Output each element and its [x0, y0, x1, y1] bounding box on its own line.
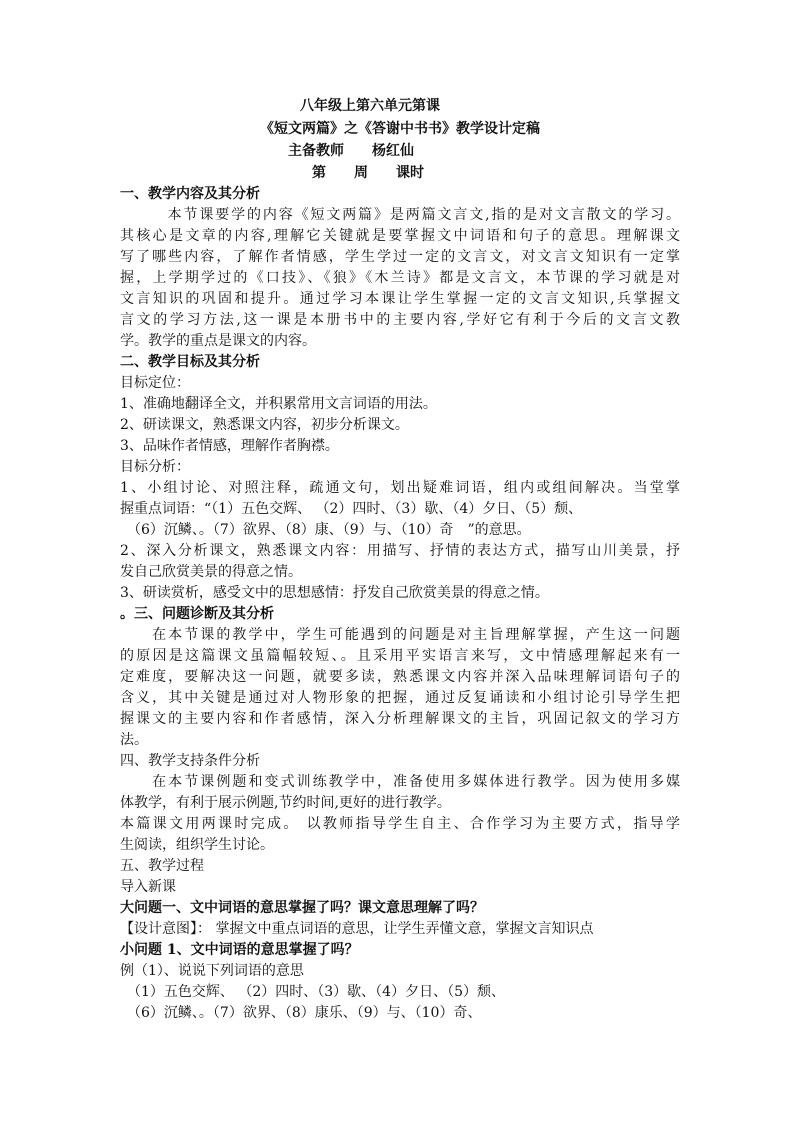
small-question-heading: 小问题 1、文中词语的意思掌握了吗？ — [120, 942, 359, 958]
list-item: 2、研读课文，熟悉课文内容，初步分析课文。 — [120, 417, 409, 433]
paragraph-line: 生阅读，组织学生讨论。 — [120, 837, 274, 853]
paragraph-line: 本篇课文用两课时完成。 以教师指导学生自主、合作学习为主要方式，指导学 — [120, 816, 680, 832]
list-item: （6）沉鳞、。（7）欲界、（8）康、（9）与、（10）奇 ”的意思。 — [120, 522, 531, 538]
list-item: 握重点词语：“（1）五色交辉、 （2）四时、（3）歇、（4）夕日、（5）颓、 — [120, 501, 583, 517]
doc-title-line2: 《短文两篇》之《答谢中书书》教学设计定稿 — [260, 121, 540, 137]
paragraph-line: 法。 — [120, 732, 148, 748]
list-item: 1、准确地翻译全文，并积累常用文言词语的用法。 — [120, 396, 437, 412]
list-item: 1、小组讨论、对照注释，疏通文句，划出疑难词语，组内或组间解决。当堂掌 — [120, 480, 680, 496]
paragraph-line: 目标定位： — [120, 375, 190, 391]
design-intent-line: 【设计意图】： 掌握文中重点词语的意思，让学生弄懂文意，掌握文言知识点 — [120, 921, 594, 937]
paragraph-line: 写了哪些内容，了解作者情感，学生学过一定的文言文，对文言文知识有一定掌 — [120, 249, 680, 265]
paragraph-line: 言文的学习方法,这一课是本册书中的主要内容,学好它有利于今后的文言文教 — [120, 312, 680, 328]
list-item: 2、深入分析课文，熟悉课文内容：用描写、抒情的表达方式，描写山川美景，抒 — [120, 543, 680, 559]
list-item: 3、研读赏析，感受文中的思想感情：抒发自己欣赏美景的得意之情。 — [120, 585, 549, 601]
paragraph-line: 含义，其中关键是通过对人物形象的把握，通过反复诵读和小组讨论引导学生把 — [120, 690, 680, 706]
list-item: 发自己欣赏美景的得意之情。 — [120, 564, 302, 580]
paragraph-line: 定难度，要解决这一问题，就要多读，熟悉课文内容并深入品味理解词语句子的 — [120, 669, 680, 685]
vocab-list-line: （6）沉鳞、。（7）欲界、（8）康乐、（9）与、（10）奇、 — [120, 1005, 482, 1021]
big-question-heading: 大问题一、文中词语的意思掌握了吗？课文意思理解了吗？ — [120, 900, 484, 916]
list-item: 3、品味作者情感，理解作者胸襟。 — [120, 438, 339, 454]
paragraph-line: 的原因是这篇课文虽篇幅较短、。且采用平实语言来写，文中情感理解起来有一 — [120, 648, 680, 664]
paragraph-line: 其核心是文章的内容,理解它关键就是要掌握文中词语和句子的意思。理解课文 — [120, 228, 680, 244]
doc-week-line: 第 周 课时 — [312, 165, 424, 181]
section-heading-4: 四、教学支持条件分析 — [120, 753, 260, 769]
section-heading-2: 二、教学目标及其分析 — [120, 354, 260, 370]
paragraph-line: 体教学，有利于展示例题,节约时间,更好的进行教学。 — [120, 795, 451, 811]
section-heading-3: 。三、问题诊断及其分析 — [120, 606, 274, 622]
doc-title-line1: 八年级上第六单元第课 — [300, 98, 440, 114]
example-line: 例（1）、说说下列词语的意思 — [120, 963, 304, 979]
paragraph-line: 在本节课例题和变式训练教学中，准备使用多媒体进行教学。因为使用多媒 — [120, 774, 680, 790]
vocab-list-line: （1）五色交辉、 （2）四时、（3）歇、（4）夕日、（5）颓、 — [120, 984, 505, 1000]
section-heading-1: 一、教学内容及其分析 — [120, 186, 260, 202]
paragraph-line: 本节课要学的内容《短文两篇》是两篇文言文,指的是对文言散文的学习。 — [120, 207, 680, 223]
paragraph-line: 在本节课的教学中，学生可能遇到的问题是对主旨理解掌握，产生这一问题 — [120, 627, 680, 643]
paragraph-line: 文言知识的巩固和提升。通过学习本课让学生掌握一定的文言文知识,兵掌握文 — [120, 291, 680, 307]
paragraph-line: 目标分析： — [120, 459, 190, 475]
section-heading-5: 五、教学过程 — [120, 858, 204, 874]
doc-author-line: 主备教师 杨红仙 — [288, 143, 414, 159]
paragraph-line: 导入新课 — [120, 879, 176, 895]
paragraph-line: 学。教学的重点是课文的内容。 — [120, 333, 316, 349]
paragraph-line: 握课文的主要内容和作者感情，深入分析理解课文的主旨，巩固记叙文的学习方 — [120, 711, 680, 727]
paragraph-line: 握，上学期学过的《口技》、《狼》《木兰诗》都是文言文，本节课的学习就是对 — [120, 270, 680, 286]
